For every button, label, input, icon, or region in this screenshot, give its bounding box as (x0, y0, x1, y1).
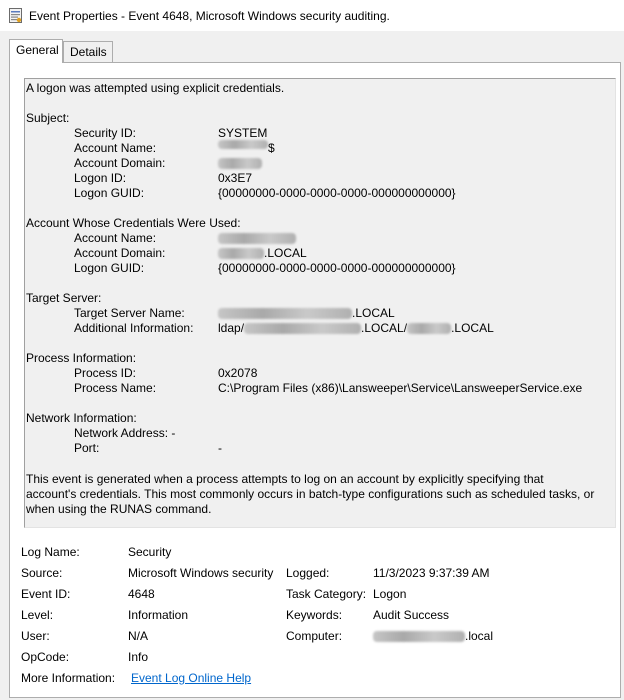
subject-security-id-label: Security ID: (74, 126, 137, 140)
credentials-account-domain-value: .LOCAL (218, 246, 307, 261)
credentials-heading: Account Whose Credentials Were Used: (26, 216, 241, 230)
logged-value: 11/3/2023 9:37:39 AM (373, 566, 490, 580)
tab-general[interactable]: General (9, 39, 63, 63)
process-id-label: Process ID: (74, 366, 137, 380)
credentials-account-name-value (218, 231, 296, 246)
event-id-label: Event ID: (21, 587, 71, 601)
window-title: Event Properties - Event 4648, Microsoft Windows security auditing. (29, 9, 390, 23)
redacted-text (218, 248, 264, 259)
additional-information-value: ldap/ .LOCAL/ .LOCAL (218, 321, 494, 335)
subject-account-name-value: $ (218, 141, 275, 156)
process-heading: Process Information: (26, 351, 137, 365)
subject-heading: Subject: (26, 111, 70, 125)
subject-account-domain-value (218, 156, 262, 171)
user-value: N/A (128, 629, 149, 643)
credentials-logon-guid-value: {00000000-0000-0000-0000-000000000000} (218, 261, 456, 275)
process-id-value: 0x2078 (218, 366, 258, 380)
process-name-value: C:\Program Files (x86)\Lansweeper\Service\LansweeperService.exe (218, 381, 583, 395)
redacted-text (244, 323, 361, 334)
redacted-text (218, 308, 352, 319)
logged-label: Logged: (286, 566, 330, 580)
network-address-label: Network Address: - (74, 426, 176, 440)
more-information-label: More Information: (21, 671, 116, 685)
additional-information-label: Additional Information: (74, 321, 194, 335)
process-name-label: Process Name: (74, 381, 157, 395)
event-id-value: 4648 (128, 587, 155, 601)
redacted-text (218, 233, 296, 244)
credentials-account-name-label: Account Name: (74, 231, 157, 245)
title-bar (0, 0, 624, 31)
subject-logon-id-label: Logon ID: (74, 171, 127, 185)
log-name-value: Security (128, 545, 172, 559)
level-value: Information (128, 608, 189, 622)
opcode-label: OpCode: (21, 650, 70, 664)
subject-logon-guid-value: {00000000-0000-0000-0000-000000000000} (218, 186, 456, 200)
message-headline: A logon was attempted using explicit credentials. (26, 81, 285, 95)
subject-account-domain-label: Account Domain: (74, 156, 166, 170)
subject-logon-guid-label: Logon GUID: (74, 186, 145, 200)
event-viewer-icon (9, 8, 22, 23)
source-label: Source: (21, 566, 63, 580)
source-value: Microsoft Windows security (128, 566, 274, 580)
subject-security-id-value: SYSTEM (218, 126, 268, 140)
level-label: Level: (21, 608, 54, 622)
subject-logon-id-value: 0x3E7 (218, 171, 253, 185)
event-description: This event is generated when a process attempts to log on an account by explicitly specifying that account's credentials. This most commonly occurs in batch-type configurations such as scheduled tasks, or when using the RUNAS command. (26, 472, 595, 516)
event-log-online-help-link[interactable]: Event Log Online Help (131, 671, 252, 685)
computer-value: .local (373, 629, 493, 644)
target-server-name-label: Target Server Name: (74, 306, 185, 320)
target-server-heading: Target Server: (26, 291, 102, 305)
opcode-value: Info (128, 650, 149, 664)
port-value: - (218, 441, 222, 455)
task-category-label: Task Category: (286, 587, 367, 601)
redacted-text (373, 631, 465, 642)
user-label: User: (21, 629, 50, 643)
port-label: Port: (74, 441, 100, 455)
log-name-label: Log Name: (21, 545, 80, 559)
keywords-label: Keywords: (286, 608, 343, 622)
computer-label: Computer: (286, 629, 343, 643)
redacted-text (218, 158, 262, 169)
credentials-account-domain-label: Account Domain: (74, 246, 166, 260)
redacted-text (218, 140, 268, 149)
target-server-name-value: .LOCAL (218, 306, 395, 321)
subject-account-name-label: Account Name: (74, 141, 157, 155)
task-category-value: Logon (373, 587, 407, 601)
tab-details[interactable]: Details (63, 41, 113, 62)
keywords-value: Audit Success (373, 608, 450, 622)
redacted-text (407, 323, 451, 334)
network-heading: Network Information: (26, 411, 137, 425)
credentials-logon-guid-label: Logon GUID: (74, 261, 145, 275)
